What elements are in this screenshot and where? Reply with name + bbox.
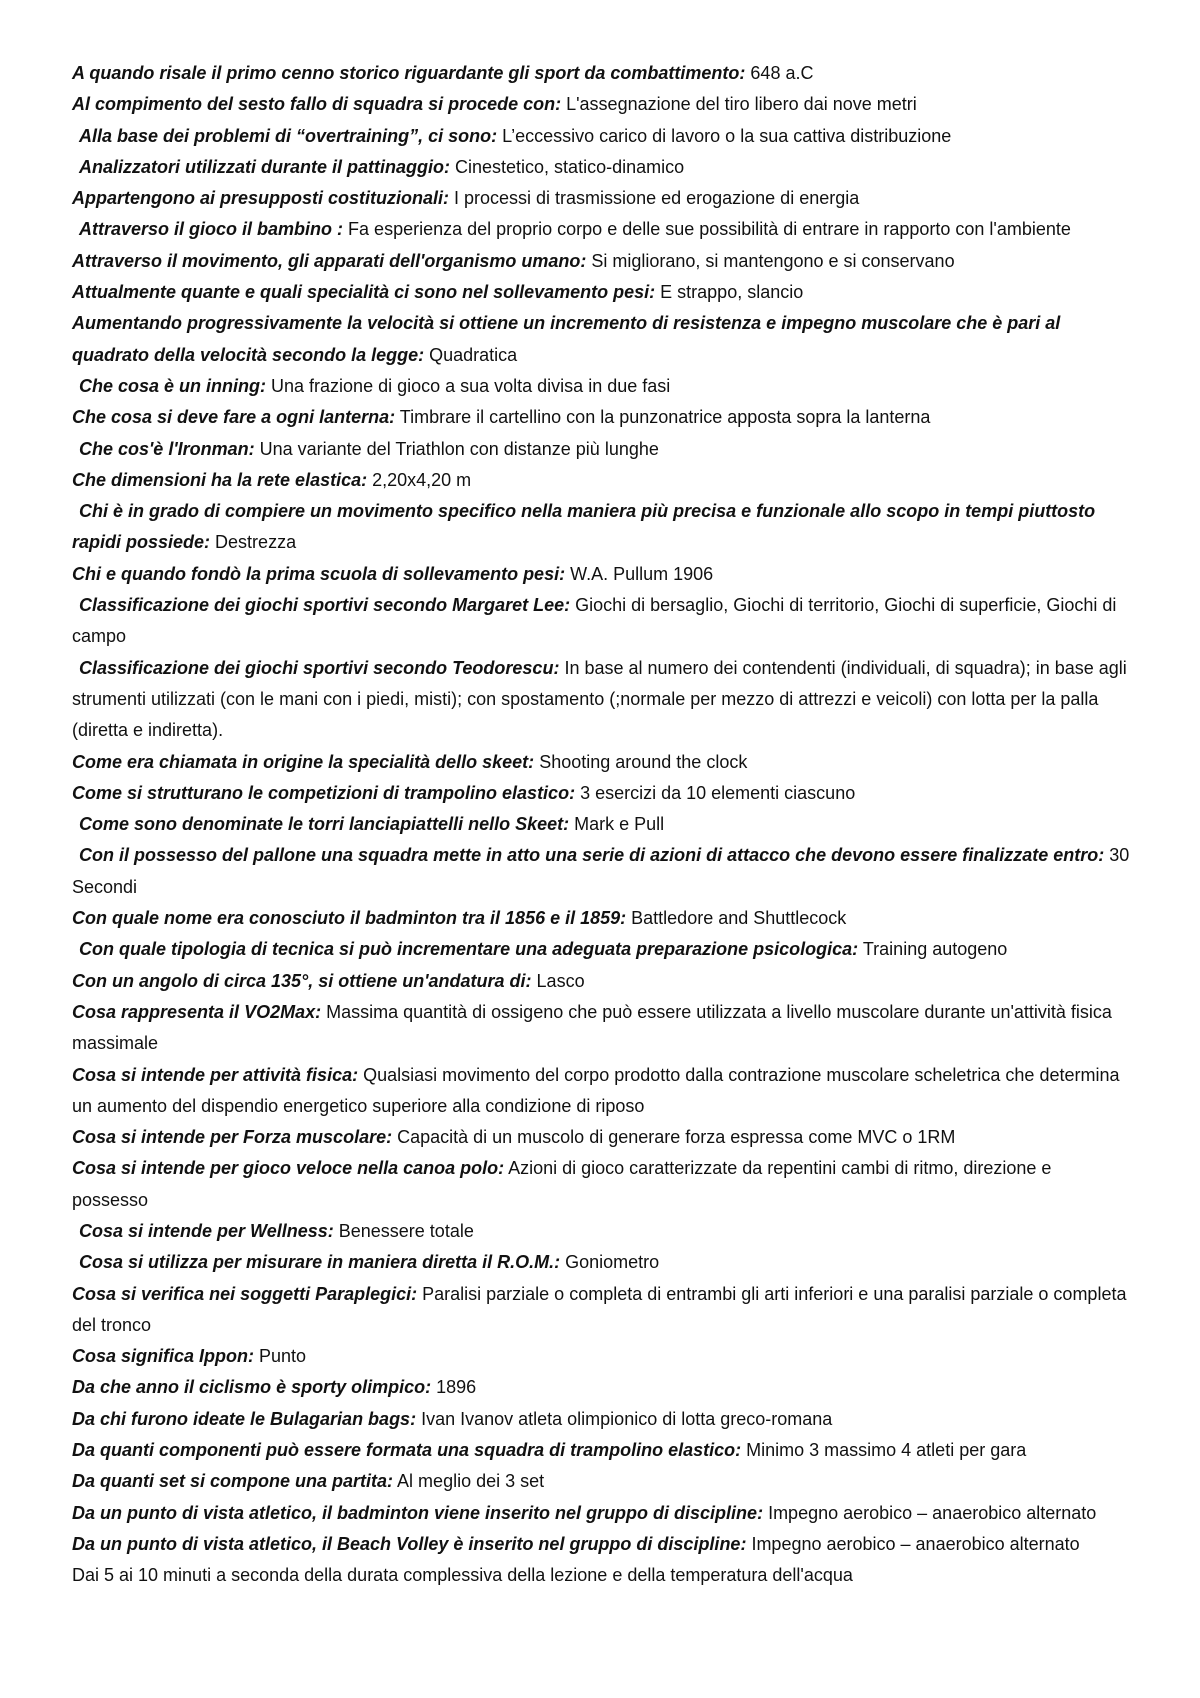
answer-text: Dai 5 ai 10 minuti a seconda della durata complessiva della lezione e della temperatura dell'acqua <box>72 1565 853 1586</box>
qa-entry <box>72 1247 1132 1278</box>
question-text: Da che anno il ciclismo è sporty olimpico: <box>72 1377 432 1398</box>
document-page <box>72 58 1132 1592</box>
question-text: Appartengono ai presupposti costituzionali: <box>72 188 450 209</box>
question-text: Attraverso il movimento, gli apparati dell'organismo umano: <box>72 250 587 271</box>
qa-entry <box>72 1216 1132 1247</box>
question-text: Classificazione dei giochi sportivi secondo Teodorescu: <box>79 657 560 678</box>
qa-entry <box>72 1529 1132 1560</box>
answer-text: Goniometro <box>560 1252 660 1273</box>
qa-entry <box>72 809 1132 840</box>
qa-entry <box>72 465 1132 496</box>
qa-entry <box>72 121 1132 152</box>
question-text: Come era chiamata in origine la specialità dello skeet: <box>72 751 535 772</box>
qa-entry <box>72 1372 1132 1403</box>
qa-entry <box>72 371 1132 402</box>
question-text: A quando risale il primo cenno storico riguardante gli sport da combattimento: <box>72 63 746 83</box>
answer-text: Destrezza <box>210 532 297 553</box>
question-text: Con il possesso del pallone una squadra mette in atto una serie di azioni di attacco che devono essere finalizzate entro: <box>79 845 1105 866</box>
qa-entry <box>72 183 1132 214</box>
question-text: Analizzatori utilizzati durante il pattinaggio: <box>79 156 451 177</box>
qa-entry <box>72 214 1132 245</box>
answer-text: L'assegnazione del tiro libero dai nove metri <box>561 94 917 115</box>
qa-entry <box>72 1122 1132 1153</box>
question-text: Cosa rappresenta il VO2Max: <box>72 1001 322 1022</box>
answer-text: Lasco <box>531 970 585 991</box>
qa-entry <box>72 152 1132 183</box>
answer-text: Punto <box>254 1346 307 1367</box>
question-text: Come si strutturano le competizioni di trampolino elastico: <box>72 782 576 803</box>
qa-entry <box>72 1341 1132 1372</box>
answer-text: Capacità di un muscolo di generare forza espressa come MVC o 1RM <box>392 1127 956 1148</box>
answer-text: Una variante del Triathlon con distanze più lunghe <box>254 438 659 459</box>
answer-text: 648 a.C <box>745 63 814 83</box>
qa-entry <box>72 496 1132 559</box>
qa-entry <box>72 747 1132 778</box>
question-text: Con quale nome era conosciuto il badminton tra il 1856 e il 1859: <box>72 908 627 929</box>
answer-text: Azioni di gioco caratterizzate da repentini cambi di ritmo, direzione e possesso <box>72 1158 1052 1210</box>
question-text: Con quale tipologia di tecnica si può incrementare una adeguata preparazione psicologica: <box>79 939 859 960</box>
question-text: Che cosa si deve fare a ogni lanterna: <box>72 407 396 428</box>
question-text: Attualmente quante e quali specialità ci sono nel sollevamento pesi: <box>72 282 656 303</box>
answer-text: Ivan Ivanov atleta olimpionico di lotta greco-romana <box>416 1408 833 1429</box>
answer-text: L’eccessivo carico di lavoro o la sua cattiva distribuzione <box>497 125 952 146</box>
answer-text: Minimo 3 massimo 4 atleti per gara <box>741 1440 1027 1461</box>
question-text: Cosa si verifica nei soggetti Paraplegici: <box>72 1283 418 1304</box>
qa-entry <box>72 934 1132 965</box>
qa-entry <box>72 277 1132 308</box>
answer-text: In base al numero dei contendenti (individuali, di squadra); in base agli strumenti utilizzati (con le mani con i piedi, misti); con spostamento (;normale per mezzo di attrezzi e veicoli) con lotta per la palla (diretta e indiretta). <box>72 657 1127 741</box>
qa-entry <box>72 308 1132 371</box>
qa-entry <box>72 997 1132 1060</box>
question-text: Cosa si intende per Forza muscolare: <box>72 1127 393 1148</box>
question-text: Classificazione dei giochi sportivi secondo Margaret Lee: <box>79 595 571 616</box>
question-text: Aumentando progressivamente la velocità si ottiene un incremento di resistenza e impegno muscolare che è pari al quadrato della velocità secondo la legge: <box>72 313 1061 365</box>
qa-entry <box>72 1435 1132 1466</box>
question-text: Che cos'è l'Ironman: <box>79 438 255 459</box>
qa-entry <box>72 1498 1132 1529</box>
question-text: Con un angolo di circa 135°, si ottiene un'andatura di: <box>72 970 532 991</box>
question-text: Chi e quando fondò la prima scuola di sollevamento pesi: <box>72 563 566 584</box>
question-text: Cosa si utilizza per misurare in maniera diretta il R.O.M.: <box>79 1252 561 1273</box>
qa-entry <box>72 778 1132 809</box>
qa-entry <box>72 840 1132 903</box>
answer-text: Paralisi parziale o completa di entrambi gli arti inferiori e una paralisi parziale o completa del tronco <box>72 1283 1127 1335</box>
answer-text: Si migliorano, si mantengono e si conservano <box>586 250 955 271</box>
question-text: Cosa si intende per Wellness: <box>79 1220 334 1241</box>
answer-text: Fa esperienza del proprio corpo e delle sue possibilità di entrare in rapporto con l'ambiente <box>343 219 1071 240</box>
qa-entry <box>72 653 1132 747</box>
question-text: Al compimento del sesto fallo di squadra si procede con: <box>72 94 562 115</box>
answer-text: Massima quantità di ossigeno che può essere utilizzata a livello muscolare durante un'attività fisica massimale <box>72 1001 1112 1054</box>
qa-entry <box>72 1466 1132 1497</box>
answer-text: 3 esercizi da 10 elementi ciascuno <box>575 782 856 803</box>
question-text: Alla base dei problemi di “overtraining”, ci sono: <box>79 125 498 146</box>
qa-entry <box>72 1153 1132 1216</box>
answer-text: Al meglio dei 3 set <box>393 1471 545 1492</box>
qa-entry <box>72 402 1132 433</box>
question-text: Cosa significa Ippon: <box>72 1346 255 1367</box>
answer-text: 1896 <box>431 1377 477 1398</box>
answer-text: Impegno aerobico – anaerobico alternato <box>763 1502 1097 1523</box>
answer-text: Mark e Pull <box>569 814 665 835</box>
qa-entry <box>72 246 1132 277</box>
question-text: Da quanti set si compone una partita: <box>72 1471 394 1492</box>
question-text: Che cosa è un inning: <box>79 375 267 396</box>
qa-entry <box>72 1404 1132 1435</box>
question-text: Attraverso il gioco il bambino : <box>79 219 344 240</box>
question-text: Da quanti componenti può essere formata una squadra di trampolino elastico: <box>72 1440 742 1461</box>
question-text: Cosa si intende per attività fisica: <box>72 1064 359 1085</box>
question-text: Da un punto di vista atletico, il Beach Volley è inserito nel gruppo di discipline: <box>72 1533 747 1554</box>
answer-text: Impegno aerobico – anaerobico alternato <box>746 1533 1080 1554</box>
qa-entry <box>72 590 1132 653</box>
qa-entry <box>72 58 1132 89</box>
answer-text: 30 Secondi <box>72 845 1130 897</box>
answer-text: 2,20x4,20 m <box>367 469 472 490</box>
qa-entry <box>72 89 1132 120</box>
answer-text: Cinestetico, statico-dinamico <box>450 156 685 177</box>
qa-entry <box>72 1279 1132 1342</box>
answer-text: Una frazione di gioco a sua volta divisa in due fasi <box>266 375 671 396</box>
question-text: Chi è in grado di compiere un movimento specifico nella maniera più precisa e funzionale allo scopo in tempi piuttosto rapidi possiede: <box>72 501 1096 553</box>
qa-entry <box>72 903 1132 934</box>
answer-text: Qualsiasi movimento del corpo prodotto dalla contrazione muscolare scheletrica che determina un aumento del dispendio energetico superiore alla condizione di riposo <box>72 1064 1120 1116</box>
answer-text: Quadratica <box>424 344 518 365</box>
qa-entry <box>72 434 1132 465</box>
qa-entry <box>72 559 1132 590</box>
answer-text: E strappo, slancio <box>655 282 804 303</box>
answer-text: W.A. Pullum 1906 <box>565 563 714 584</box>
question-text: Da un punto di vista atletico, il badminton viene inserito nel gruppo di discipline: <box>72 1502 764 1523</box>
qa-entry <box>72 966 1132 997</box>
answer-text: Shooting around the clock <box>534 751 748 772</box>
answer-text: Benessere totale <box>333 1220 474 1241</box>
qa-entry <box>72 1060 1132 1123</box>
answer-text: I processi di trasmissione ed erogazione di energia <box>449 188 860 209</box>
qa-entry <box>72 1560 1132 1591</box>
question-text: Come sono denominate le torri lanciapiattelli nello Skeet: <box>79 814 570 835</box>
question-text: Che dimensioni ha la rete elastica: <box>72 469 368 490</box>
answer-text: Giochi di bersaglio, Giochi di territorio, Giochi di superficie, Giochi di campo <box>72 595 1117 647</box>
question-text: Cosa si intende per gioco veloce nella canoa polo: <box>72 1158 505 1179</box>
answer-text: Timbrare il cartellino con la punzonatrice apposta sopra la lanterna <box>395 407 931 428</box>
answer-text: Battledore and Shuttlecock <box>626 908 847 929</box>
question-text: Da chi furono ideate le Bulagarian bags: <box>72 1408 417 1429</box>
answer-text: Training autogeno <box>858 939 1008 960</box>
